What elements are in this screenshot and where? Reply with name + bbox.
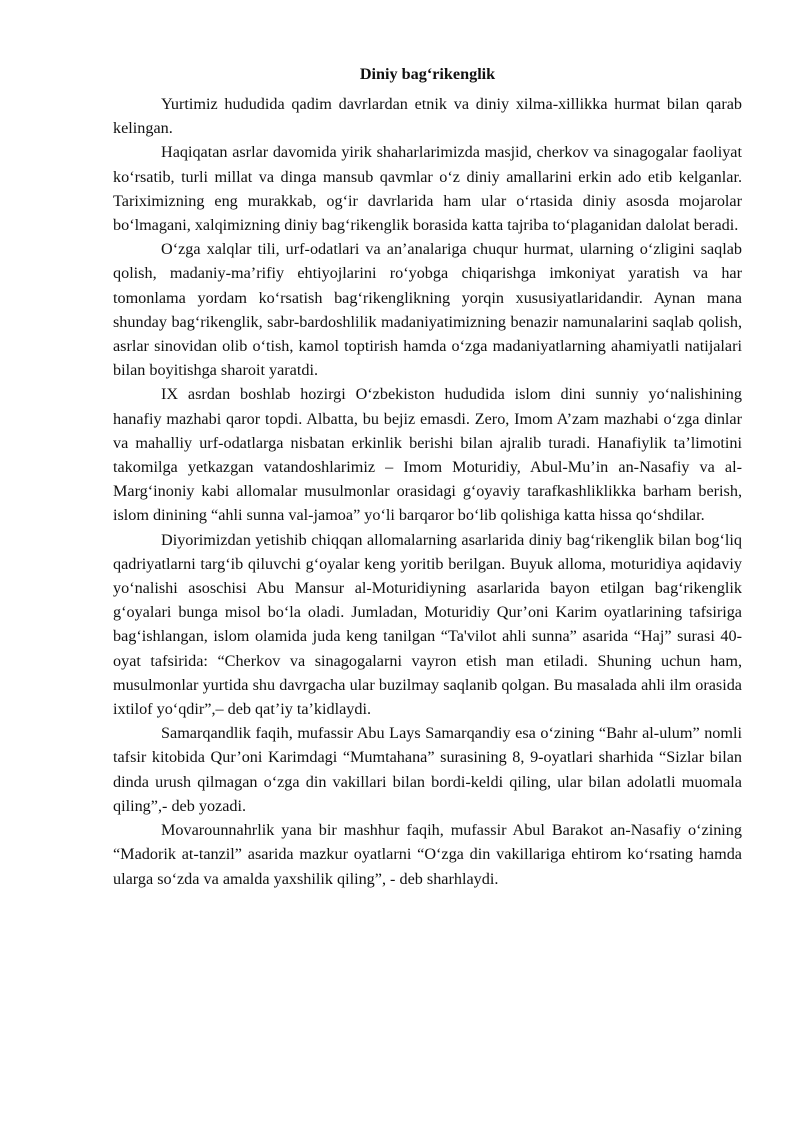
- paragraph-2: Haqiqatan asrlar davomida yirik shaharlarimizda masjid, cherkov va sinagogalar faoliyat ko‘rsatib, turli millat va dinga mansub qavmlar o‘z diniy amallarini erkin ado etib kelganlar. Tariximizning eng murakkab, og‘ir davrlarida ham ular o‘rtasida diniy asosda mojarolar bo‘lmagani, xalqimizning diniy bag‘rikenglik borasida katta tajriba to‘plaganidan dalolat beradi.: [113, 143, 742, 235]
- paragraph-3: O‘zga xalqlar tili, urf-odatlari va an’analariga chuqur hurmat, ularning o‘zligini saqlab qolish, madaniy-ma’rifiy ehtiyojlarini ro‘yobga chiqarishga imkoniyat yaratish va har tomonlama yordam ko‘rsatish bag‘rikenglikning yorqin xususiyatlaridandir. Aynan mana shunday bag‘rikenglik, sabr-bardoshlilik madaniyatimizning benazir namunalarini saqlab qolish, asrlar sinovidan olib o‘tish, kamol toptirish hamda o‘zga madaniyatlarning ahamiyatli natijalari bilan boyitishga sharoit yaratdi.: [113, 240, 742, 380]
- document-page: [113, 62, 742, 891]
- paragraph-6: Samarqandlik faqih, mufassir Abu Lays Samarqandiy esa o‘zining “Bahr al-ulum” nomli tafsir kitobida Qur’oni Karimdagi “Mumtahana” surasining 8, 9-oyatlari sharhida “Sizlar bilan dinda urush qilmagan o‘zga din vakillari bilan bordi-keldi qiling, ular bilan adolatli muomala qiling”,- deb yozadi.: [113, 724, 742, 815]
- paragraph-7: Movarounnahrlik yana bir mashhur faqih, mufassir Abul Barakot an-Nasafiy o‘zining “Madorik at-tanzil” asarida mazkur oyatlarni “O‘zga din vakillariga ehtirom ko‘rsating hamda ularga so‘zda va amalda yaxshilik qiling”, - deb sharhlaydi.: [113, 821, 742, 888]
- document-title: Diniy bag‘rikenglik: [359, 65, 496, 83]
- paragraph-4: IX asrdan boshlab hozirgi O‘zbekiston hududida islom dini sunniy yo‘nalishining hanafiy mazhabi qaror topdi. Albatta, bu bejiz emasdi. Zero, Imom A’zam mazhabi o‘zga dinlar va mahalliy urf-odatlarga nisbatan erkinlik berishi bilan ajralib turadi. Hanafiylik ta’limotini takomilga yetkazgan vatandoshlarimiz – Imom Moturidiy, Abul-Mu’in an-Nasafiy va al-Marg‘inoniy kabi allomalar musulmonlar orasidagi g‘oyaviy tarafkashliklikka barham berish, islom dinining “ahli sunna val-jamoa” yo‘li barqaror bo‘lib qolishiga katta hissa qo‘shdilar.: [113, 385, 742, 525]
- paragraph-1: Yurtimiz hududida qadim davrlardan etnik va diniy xilma-xillikka hurmat bilan qarab kelingan.: [113, 95, 742, 138]
- paragraph-5: Diyorimizdan yetishib chiqqan allomalarning asarlarida diniy bag‘rikenglik bilan bog‘liq qadriyatlarni targ‘ib qiluvchi g‘oyalar keng yoritib berilgan. Buyuk alloma, moturidiya aqidaviy yo‘nalishi asoschisi Abu Mansur al-Moturidiyning asarlarida bayon etilgan bag‘rikenglik g‘oyalari bunga misol bo‘la oladi. Jumladan, Moturidiy Qur’oni Karim oyatlarining tafsiriga bag‘ishlangan, islom olamida juda keng tanilgan “Ta'vilot ahli sunna” asarida “Haj” surasi 40-oyat tafsirida: “Cherkov va sinagogalarni vayron etish man etiladi. Shuning uchun ham, musulmonlar yurtida shu davrgacha ular buzilmay saqlanib qolgan. Bu masalada ahli ilm orasida ixtilof yo‘qdir”,– deb qat’iy ta’kidlaydi.: [113, 530, 742, 719]
